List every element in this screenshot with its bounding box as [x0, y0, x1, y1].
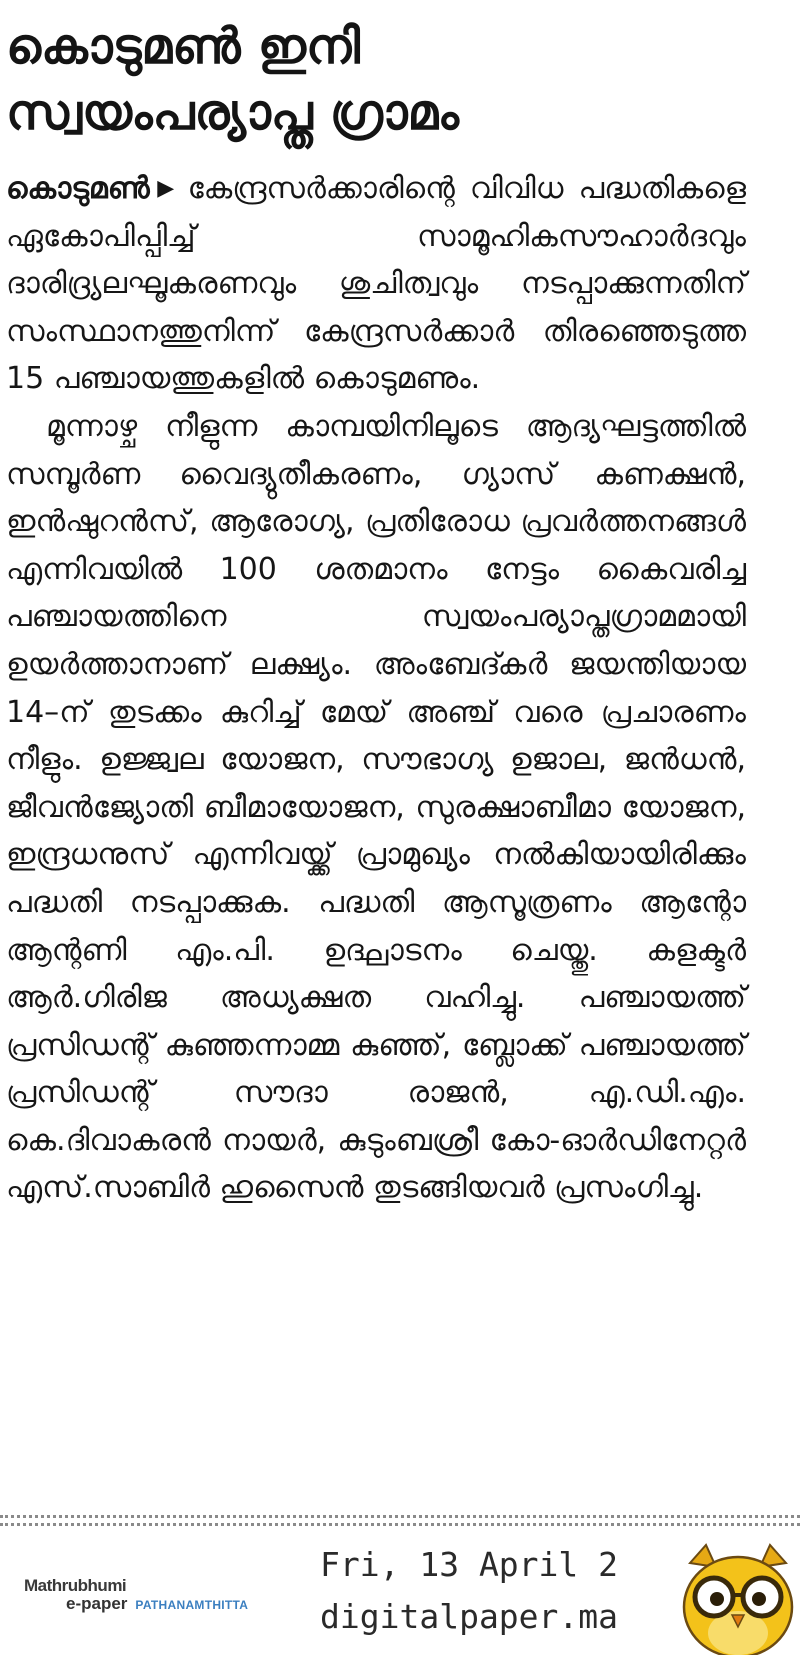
publication-date: Fri, 13 April 2 [320, 1545, 619, 1584]
headline-line-1: കൊടുമൺ ഇനി [6, 18, 361, 75]
edition-label: PATHANAMTHITTA [135, 1598, 249, 1612]
dateline-arrow-icon: ▶ [151, 176, 180, 201]
owl-pupil-left [710, 1592, 724, 1606]
site-url: digitalpaper.ma [320, 1597, 619, 1636]
footer-divider-2 [0, 1523, 800, 1526]
footer-divider [0, 1515, 800, 1518]
owl-pupil-right [752, 1592, 766, 1606]
brand-name: Mathrubhumi [24, 1576, 127, 1595]
epaper-footer [0, 1505, 800, 1655]
brand-sub: e-paper [66, 1594, 128, 1613]
paragraph-2-text: മൂന്നാഴ്ച നീളുന്ന കാമ്പയിനിലൂടെ ആദ്യഘട്ടത്തിൽ സമ്പൂർണ വൈദ്യുതീകരണം, ഗ്യാസ് കണക്ഷൻ, ഇൻഷുറൻസ്, ആരോഗ്യ, പ്രതിരോധ പ്രവർത്തനങ്ങൾ എന്നിവയിൽ 100 ശതമാനം നേട്ടം കൈവരിച്ച പഞ്ചായത്തിനെ സ്വയംപര്യാപ്തഗ്രാമമായി ഉയർത്താനാണ് ലക്ഷ്യം. അംബേദ്കർ ജയന്തിയായ 14–ന് തുടക്കം കുറിച്ച് മേയ് അഞ്ച് വരെ പ്രചാരണം നീളും. ഉജ്ജ്വല യോജന, സൗഭാഗ്യ ഉജാല, ജൻധൻ, ജീവൻജ്യോതി ബീമായോജന, സുരക്ഷാബീമാ യോജന, ഇന്ദ്രധനുസ് എന്നിവയ്ക്ക് പ്രാമുഖ്യം നൽകിയായിരിക്കും പദ്ധതി നടപ്പാക്കുക. പദ്ധതി ആസൂത്രണം ആന്റോ ആന്റണി എം.പി. ഉദ്ഘാടനം ചെയ്തു. കളക്ടർ ആർ.ഗിരിജ അധ്യക്ഷത വഹിച്ചു. പഞ്ചായത്ത് പ്രസിഡന്റ് കുഞ്ഞന്നാമ്മ കുഞ്ഞ്, ബ്ലോക്ക് പഞ്ചായത്ത് പ്രസിഡന്റ് സൗദാ രാജൻ, എ.ഡി.എം. കെ.ദിവാകരൻ നായർ, കുടുംബശ്രീ കോ-ഓർഡിനേറ്റർ എസ്.സാബിർ ഹുസൈൻ തുടങ്ങിയവർ പ്രസംഗിച്ചു. [6, 408, 746, 1206]
headline [0, 0, 800, 146]
owl-mascot-icon [676, 1541, 800, 1655]
paragraph-1-text: കേന്ദ്രസർക്കാരിന്റെ വിവിധ പദ്ധതികളെ ഏകോപിപ്പിച്ച് സാമൂഹികസൗഹാർദവും ദാരിദ്ര്യലഘൂകരണവും ശുചിത്വവും നടപ്പാക്കുന്നതിന് സംസ്ഥാനത്തുനിന്ന് കേന്ദ്രസർക്കാർ തിരഞ്ഞെടുത്ത 15 പഞ്ചായത്തുകളിൽ കൊടുമണും. [6, 171, 746, 397]
dateline: കൊടുമൺ [6, 171, 150, 206]
article-paragraph-2 [6, 403, 746, 1212]
article-paragraph-1 [6, 165, 746, 403]
article-body [6, 165, 746, 1212]
headline-line-2: സ്വയംപര്യാപ്ത ഗ്രാമം [6, 84, 459, 141]
brand-logo [24, 1577, 248, 1614]
